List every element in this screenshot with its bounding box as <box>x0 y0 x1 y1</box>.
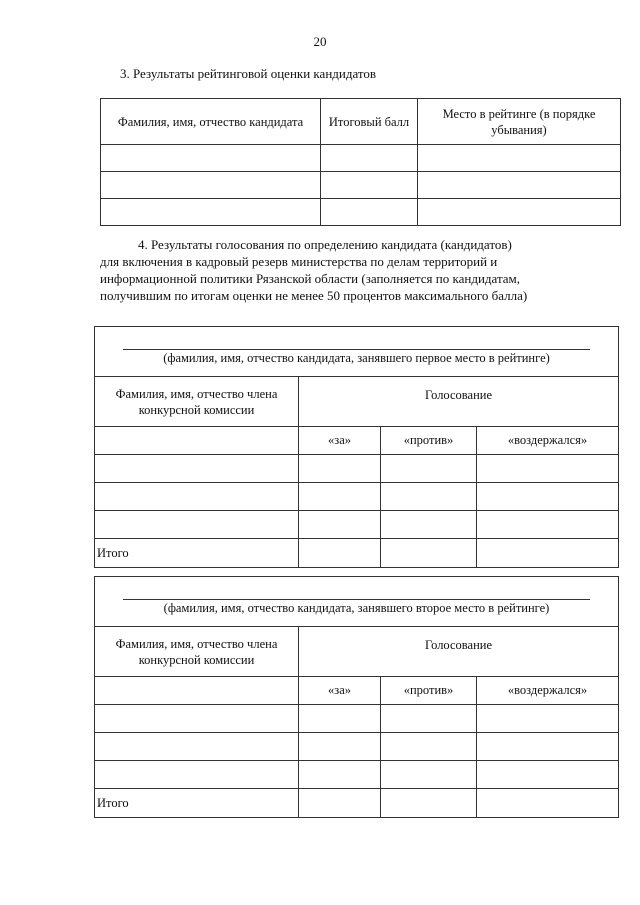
table-cell[interactable] <box>299 733 381 761</box>
table-cell[interactable] <box>299 511 381 539</box>
table-row <box>95 455 619 483</box>
table-cell[interactable] <box>95 427 299 455</box>
table-cell[interactable] <box>299 789 381 818</box>
paragraph-line: информационной политики Рязанской области (заполняется по кандидатам, <box>100 271 521 286</box>
header-rating-place: Место в рейтинге (в порядке убывания) <box>418 99 621 145</box>
table-cell[interactable] <box>299 705 381 733</box>
section-3-title: 3. Результаты рейтинговой оценки кандидатов <box>120 66 377 81</box>
table-cell[interactable] <box>95 705 299 733</box>
table-cell[interactable] <box>95 677 299 705</box>
table-row <box>95 511 619 539</box>
table-cell[interactable] <box>381 733 477 761</box>
option-for: «за» <box>299 427 381 455</box>
table-cell[interactable] <box>321 172 418 199</box>
table-cell[interactable] <box>381 705 477 733</box>
table-cell[interactable] <box>95 455 299 483</box>
table-row <box>95 733 619 761</box>
table-cell[interactable] <box>299 455 381 483</box>
table-cell[interactable] <box>477 511 619 539</box>
table-cell[interactable] <box>95 483 299 511</box>
table-cell[interactable] <box>381 761 477 789</box>
first-place-vote-table <box>94 326 619 568</box>
header-voting: Голосование <box>299 627 619 677</box>
table-cell[interactable] <box>477 483 619 511</box>
candidate-caption: (фамилия, имя, отчество кандидата, занявшего второе место в рейтинге) <box>163 601 550 615</box>
option-abstained: «воздержался» <box>477 427 619 455</box>
total-label: Итого <box>95 539 299 568</box>
table-row <box>101 172 621 199</box>
table-header-row <box>95 377 619 427</box>
vote-options-row <box>95 677 619 705</box>
table-cell[interactable] <box>477 733 619 761</box>
header-candidate-name: Фамилия, имя, отчество кандидата <box>101 99 321 145</box>
table-row <box>101 145 621 172</box>
table-cell[interactable] <box>477 705 619 733</box>
total-row <box>95 789 619 818</box>
paragraph-line: получившим по итогам оценки не менее 50 процентов максимального балла) <box>100 288 528 303</box>
candidate-name-field[interactable] <box>95 327 619 377</box>
table-cell[interactable] <box>101 199 321 226</box>
total-label: Итого <box>95 789 299 818</box>
table-row <box>95 483 619 511</box>
option-against: «против» <box>381 427 477 455</box>
candidate-name-field[interactable] <box>95 577 619 627</box>
table-cell[interactable] <box>321 145 418 172</box>
table-cell[interactable] <box>299 761 381 789</box>
table-cell[interactable] <box>101 145 321 172</box>
table-cell[interactable] <box>381 789 477 818</box>
table-cell[interactable] <box>418 199 621 226</box>
table-cell[interactable] <box>381 511 477 539</box>
option-against: «против» <box>381 677 477 705</box>
header-total-score: Итоговый балл <box>321 99 418 145</box>
table-cell[interactable] <box>101 172 321 199</box>
second-place-vote-table <box>94 576 619 818</box>
table-row <box>101 199 621 226</box>
header-commission-member: Фамилия, имя, отчество члена конкурсной комиссии <box>95 377 299 427</box>
table-cell[interactable] <box>477 455 619 483</box>
option-abstained: «воздержался» <box>477 677 619 705</box>
table-cell[interactable] <box>299 539 381 568</box>
vote-options-row <box>95 427 619 455</box>
table-cell[interactable] <box>381 483 477 511</box>
candidate-caption: (фамилия, имя, отчество кандидата, занявшего первое место в рейтинге) <box>163 351 550 365</box>
table-cell[interactable] <box>95 761 299 789</box>
table-cell[interactable] <box>477 789 619 818</box>
option-for: «за» <box>299 677 381 705</box>
table-cell[interactable] <box>477 761 619 789</box>
table-row <box>95 761 619 789</box>
header-commission-member: Фамилия, имя, отчество члена конкурсной комиссии <box>95 627 299 677</box>
rating-results-table <box>100 98 621 226</box>
table-cell[interactable] <box>299 483 381 511</box>
total-row <box>95 539 619 568</box>
table-cell[interactable] <box>95 511 299 539</box>
table-row <box>95 705 619 733</box>
table-cell[interactable] <box>381 455 477 483</box>
table-cell[interactable] <box>321 199 418 226</box>
table-header-row <box>101 99 621 145</box>
table-cell[interactable] <box>418 145 621 172</box>
table-cell[interactable] <box>418 172 621 199</box>
table-cell[interactable] <box>381 539 477 568</box>
table-cell[interactable] <box>95 733 299 761</box>
page-number: 20 <box>313 34 327 49</box>
header-voting: Голосование <box>299 377 619 427</box>
section-4-paragraph <box>100 236 620 304</box>
table-header-row <box>95 627 619 677</box>
table-cell[interactable] <box>477 539 619 568</box>
paragraph-line: для включения в кадровый резерв министерства по делам территорий и <box>100 254 498 269</box>
paragraph-line: 4. Результаты голосования по определению кандидата (кандидатов) <box>138 237 512 252</box>
